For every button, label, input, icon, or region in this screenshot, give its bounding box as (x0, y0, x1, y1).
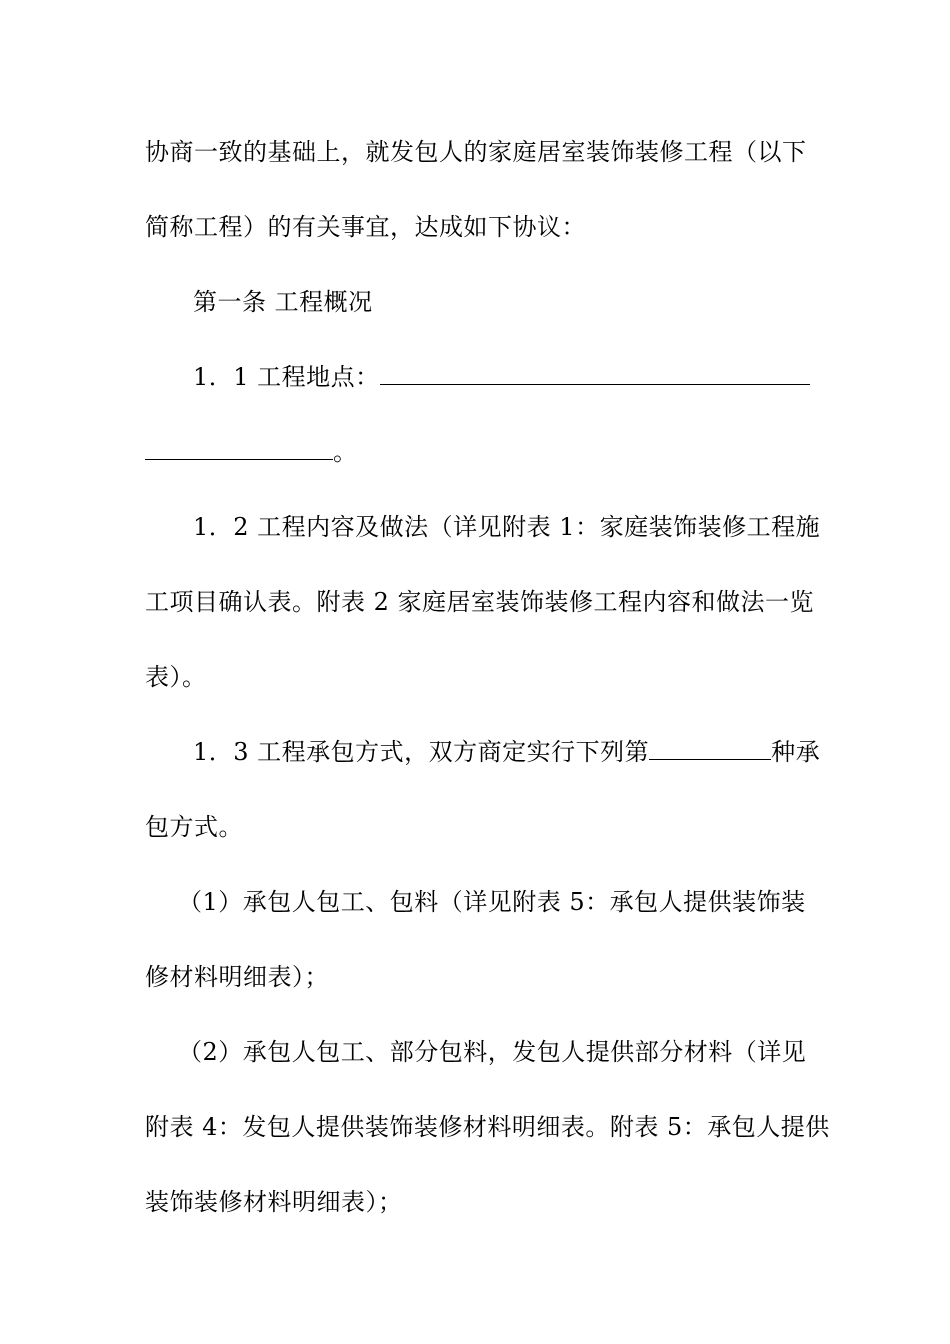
address-blank (380, 358, 810, 385)
clause-1-3 (193, 732, 821, 772)
paragraph-line: 工项目确认表。附表 2 家庭居室装饰装修工程内容和做法一览 (145, 588, 815, 616)
paragraph-line: 简称工程）的有关事宜，达成如下协议： (145, 213, 586, 241)
paragraph-line: 附表 4：发包人提供装饰装修材料明细表。附表 5：承包人提供 (145, 1113, 830, 1141)
paragraph-line: 修材料明细表）； (145, 963, 329, 991)
address-blank-continued (145, 433, 333, 460)
paragraph-line: 包方式。 (145, 813, 243, 841)
clause-1-3-label: 1．3 工程承包方式，双方商定实行下列第 (193, 738, 650, 766)
option-2: （2）承包人包工、部分包料，发包人提供部分材料（详见 (178, 1038, 807, 1066)
period: 。 (333, 438, 358, 466)
paragraph-line: 协商一致的基础上，就发包人的家庭居室装饰装修工程（以下 (145, 138, 807, 166)
paragraph-line: 表）。 (145, 663, 207, 691)
paragraph-line: 装饰装修材料明细表）； (145, 1188, 403, 1216)
clause-1-2: 1．2 工程内容及做法（详见附表 1：家庭装饰装修工程施 (193, 513, 821, 541)
section-heading: 第一条 工程概况 (193, 288, 373, 316)
clause-1-1 (193, 357, 807, 397)
clause-1-1-label: 1．1 工程地点： (193, 363, 380, 391)
option-1: （1）承包人包工、包料（详见附表 5：承包人提供装饰装 (178, 888, 806, 916)
method-blank (649, 733, 771, 760)
clause-1-1-continued (145, 432, 807, 472)
clause-1-3-suffix: 种承 (771, 738, 821, 766)
